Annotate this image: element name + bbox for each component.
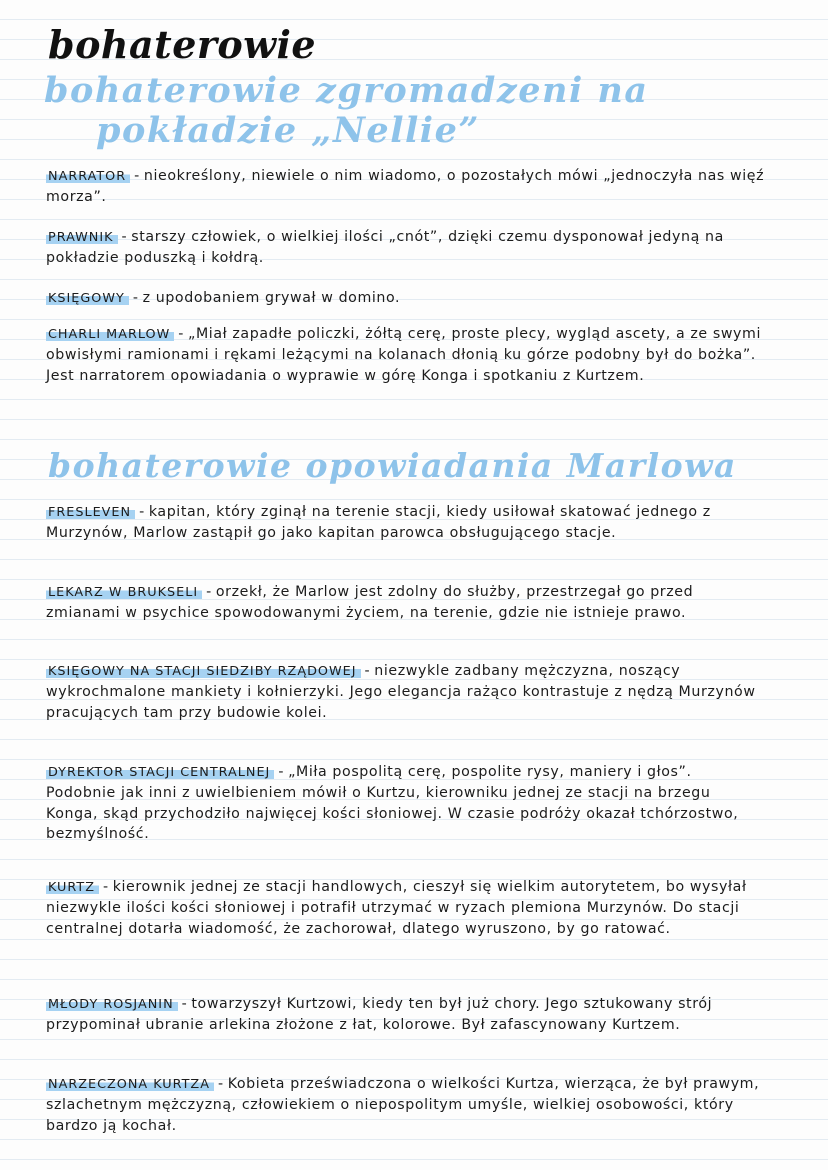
character-description: niezwykle zadbany mężczyzna, noszący wykrochmalone mankiety i kołnierzyki. Jego elegancja rażąco kontrastuje z nędzą Murzynów pracujących tam przy budowie kolei.	[46, 663, 756, 721]
character-description: „Miła pospolitą cerę, pospolite rysy, maniery i głos”. Podobnie jak inni z uwielbieniem mówił o Kurtzu, kierowniku jednej ze stacji na brzegu Konga, skąd przychodziło najwięcej kości słoniowej. W czasie podróży okazał tchórzostwo, bezmyślność.	[46, 764, 739, 843]
character-entry-kurtz	[46, 877, 766, 939]
character-description: orzekł, że Marlow jest zdolny do służby, przestrzegał go przed zmianami w psychice spowodowanymi życiem, na terenie, gdzie nie istnieje prawo.	[46, 584, 694, 622]
dash-separator: -	[132, 290, 139, 306]
dash-separator: -	[134, 168, 140, 184]
character-name: CHARLI MARLOW	[46, 327, 174, 342]
section-heading-crew-line1: bohaterowie zgromadzeni na	[44, 70, 649, 111]
character-entry-young-russian	[46, 994, 766, 1036]
character-name: FRESLEVEN	[46, 505, 135, 520]
character-description: kierownik jednej ze stacji handlowych, cieszył się wielkim autorytetem, bo wysyłał niezwykle ilości kości słoniowej i potrafił utrzymać w ryzach plemiona Murzynów. Do stacji centralnej dotarła wiadomość, że zachorował, dlatego wyruszono, by go ratować.	[46, 879, 747, 937]
character-entry-lawyer	[46, 227, 766, 269]
character-entry-station-accountant	[46, 661, 766, 723]
dash-separator: -	[121, 229, 128, 245]
character-entry-marlow	[46, 324, 766, 386]
character-entry-accountant	[46, 288, 766, 309]
character-entry-kurtz-fiancee	[46, 1074, 766, 1136]
character-entry-narrator	[46, 166, 766, 208]
character-name: LEKARZ W BRUKSELI	[46, 585, 202, 600]
character-name: PRAWNIK	[46, 230, 118, 245]
character-description: Kobieta przeświadczona o wielkości Kurtza, wierząca, że był prawym, szlachetnym mężczyzną, człowiekiem o niepospolitym umyśle, wielkiej osobowości, który bardzo ją kochał.	[46, 1076, 760, 1134]
character-entry-doctor	[46, 582, 766, 624]
character-description: towarzyszył Kurtzowi, kiedy ten był już chory. Jego sztukowany strój przypominał ubranie arlekina złożone z łat, kolorowe. Był zafascynowany Kurtzem.	[46, 996, 713, 1034]
dash-separator: -	[278, 764, 285, 780]
character-name: NARRATOR	[46, 169, 130, 184]
character-description: „Miał zapadłe policzki, żółtą cerę, proste plecy, wygląd ascety, a ze swymi obwisłymi ramionami i rękami leżącymi na kolanach dłonią ku górze podobny był do bożka”. Jest narratorem opowiadania o wyprawie w górę Konga i spotkaniu z Kurtzem.	[46, 326, 761, 384]
dash-separator: -	[217, 1076, 224, 1092]
character-name: MŁODY ROSJANIN	[46, 997, 178, 1012]
dash-separator: -	[178, 326, 184, 342]
character-entry-director	[46, 762, 766, 845]
character-description: nieokreślony, niewiele o nim wiadomo, o pozostałych mówi „jednoczyła nas więź morza”.	[46, 168, 765, 206]
section-heading-marlow-story: bohaterowie opowiadania Marlowa	[48, 446, 737, 485]
character-entry-fresleven	[46, 502, 766, 544]
dash-separator: -	[206, 584, 212, 600]
character-description: z upodobaniem grywał w domino.	[142, 290, 401, 306]
character-name: DYREKTOR STACJI CENTRALNEJ	[46, 765, 274, 780]
dash-separator: -	[139, 504, 145, 520]
section-heading-crew-line2: pokładzie „Nellie”	[96, 110, 480, 151]
dash-separator: -	[102, 879, 109, 895]
dash-separator: -	[181, 996, 188, 1012]
character-name: KSIĘGOWY	[46, 291, 129, 306]
character-name: KSIĘGOWY NA STACJI SIEDZIBY RZĄDOWEJ	[46, 664, 361, 679]
page-title: bohaterowie	[48, 22, 317, 67]
character-name: KURTZ	[46, 880, 99, 895]
character-name: NARZECZONA KURTZA	[46, 1077, 214, 1092]
character-description: kapitan, który zginął na terenie stacji, kiedy usiłował skatować jednego z Murzynów, Marlow zastąpił go jako kapitan parowca obsługującego stacje.	[46, 504, 711, 542]
character-description: starszy człowiek, o wielkiej ilości „cnót”, dzięki czemu dysponował jedyną na pokładzie poduszką i kołdrą.	[46, 229, 724, 267]
dash-separator: -	[364, 663, 371, 679]
